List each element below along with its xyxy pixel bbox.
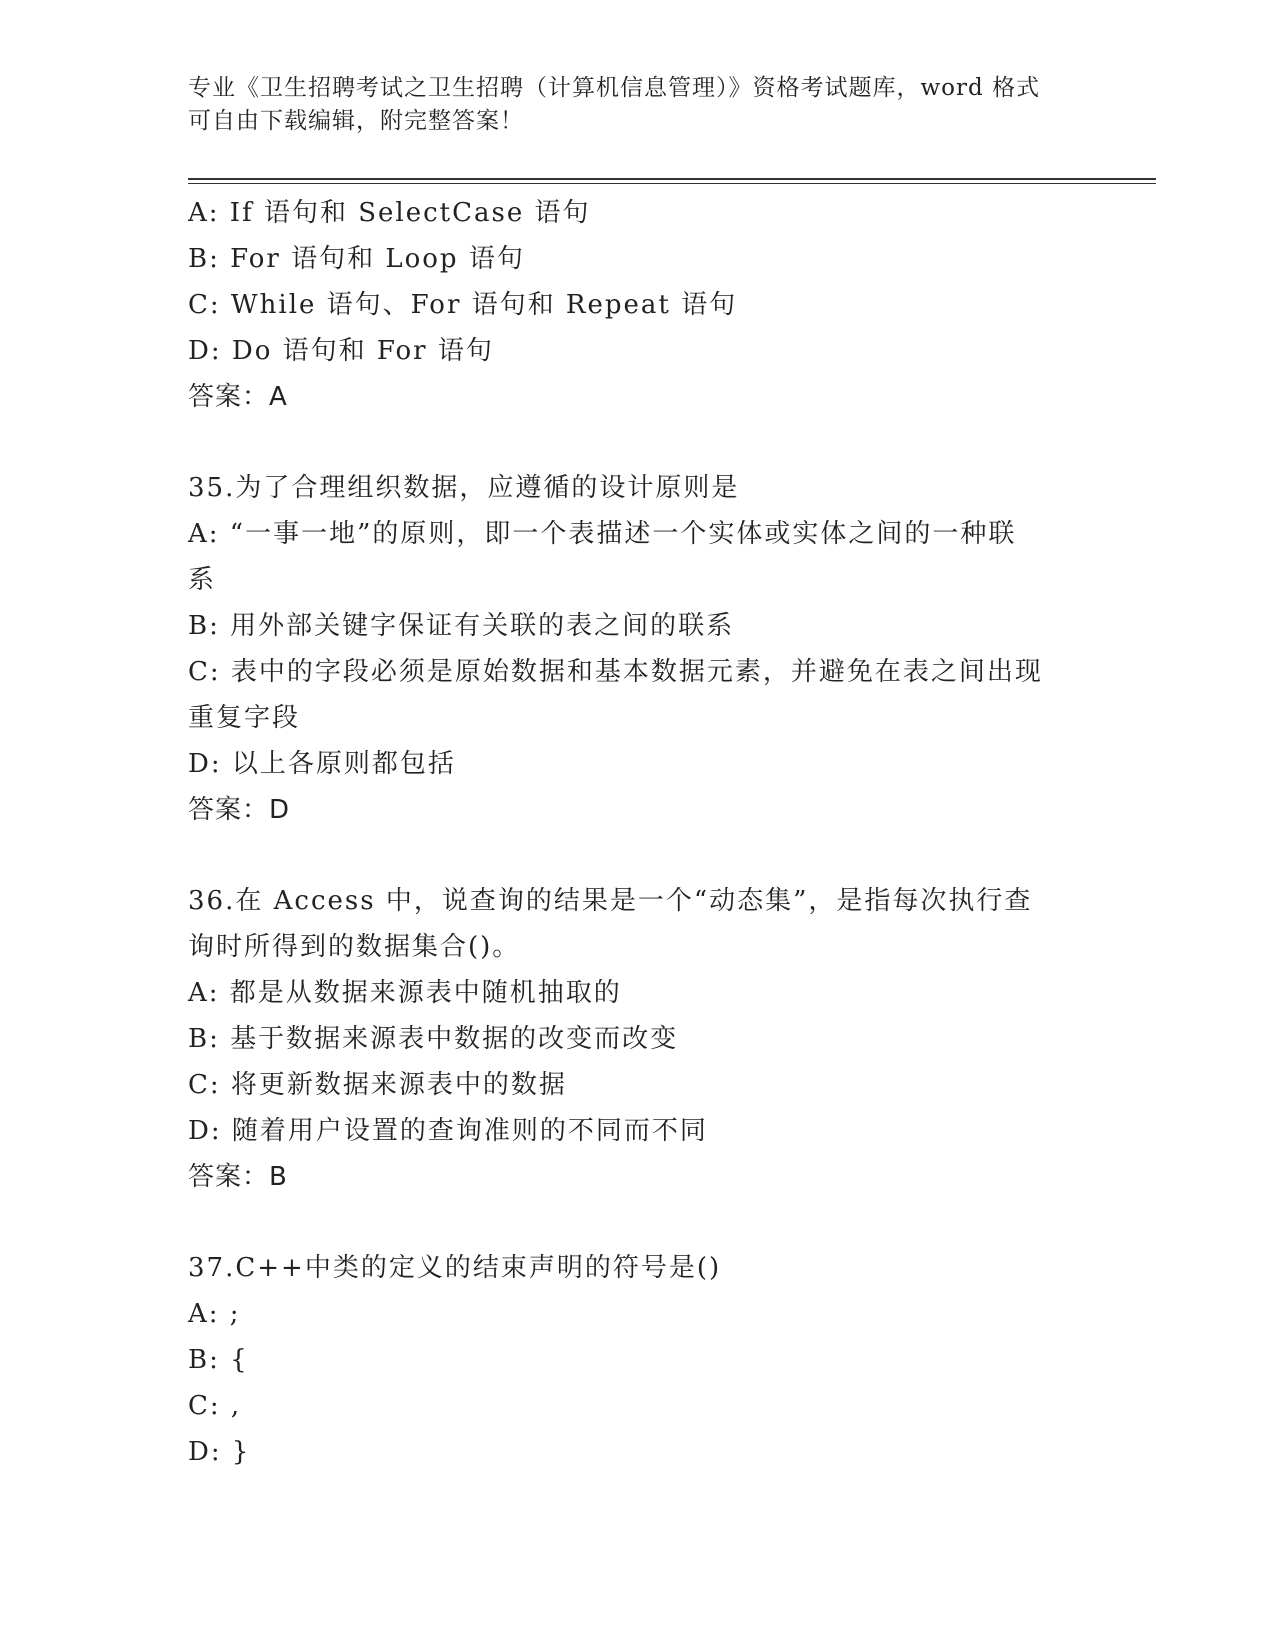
question-text: 36.在 Access 中，说查询的结果是一个“动态集”，是指每次执行查: [188, 886, 1033, 916]
header-divider-thick: [188, 178, 1156, 180]
spacer: [188, 1200, 1088, 1245]
header-divider-thin: [188, 183, 1156, 184]
document-body: [188, 190, 1088, 1475]
option-b: B: For 语句和 Loop 语句: [188, 244, 525, 274]
question-text: 37.C++中类的定义的结束声明的符号是(): [188, 1253, 722, 1283]
answer: 答案：D: [188, 795, 291, 825]
option-c: C: 将更新数据来源表中的数据: [188, 1070, 567, 1100]
option-c: C: While 语句、For 语句和 Repeat 语句: [188, 290, 738, 320]
option-a: A: If 语句和 SelectCase 语句: [188, 198, 591, 228]
header-line-1: 专业《卫生招聘考试之卫生招聘（计算机信息管理）》资格考试题库，word 格式: [188, 75, 1041, 101]
spacer: [188, 833, 1088, 878]
question-36: [188, 878, 1088, 1200]
option-d: D: 以上各原则都包括: [188, 749, 456, 779]
option-b: B: 基于数据来源表中数据的改变而改变: [188, 1024, 679, 1054]
option-c-continued: 重复字段: [188, 703, 301, 733]
option-a-continued: 系: [188, 565, 217, 595]
answer: 答案：A: [188, 382, 288, 412]
question-35: [188, 465, 1088, 833]
option-c: C: ,: [188, 1391, 242, 1421]
option-d: D: Do 语句和 For 语句: [188, 336, 494, 366]
document-header: [188, 72, 1068, 138]
header-line-2: 可自由下载编辑，附完整答案！: [188, 108, 524, 134]
option-a: A: ;: [188, 1299, 241, 1329]
option-b: B: 用外部关键字保证有关联的表之间的联系: [188, 611, 735, 641]
spacer: [188, 420, 1088, 465]
answer: 答案：B: [188, 1162, 288, 1192]
question-text: 35.为了合理组织数据，应遵循的设计原则是: [188, 473, 740, 503]
question-text-continued: 询时所得到的数据集合()。: [188, 932, 521, 962]
question-37: [188, 1245, 1088, 1475]
option-d: D: }: [188, 1437, 251, 1467]
option-a: A: “一事一地”的原则，即一个表描述一个实体或实体之间的一种联: [188, 519, 1017, 549]
option-c: C: 表中的字段必须是原始数据和基本数据元素，并避免在表之间出现: [188, 657, 1043, 687]
question-34: [188, 190, 1088, 420]
option-a: A: 都是从数据来源表中随机抽取的: [188, 978, 622, 1008]
option-d: D: 随着用户设置的查询准则的不同而不同: [188, 1116, 708, 1146]
option-b: B: {: [188, 1345, 249, 1375]
